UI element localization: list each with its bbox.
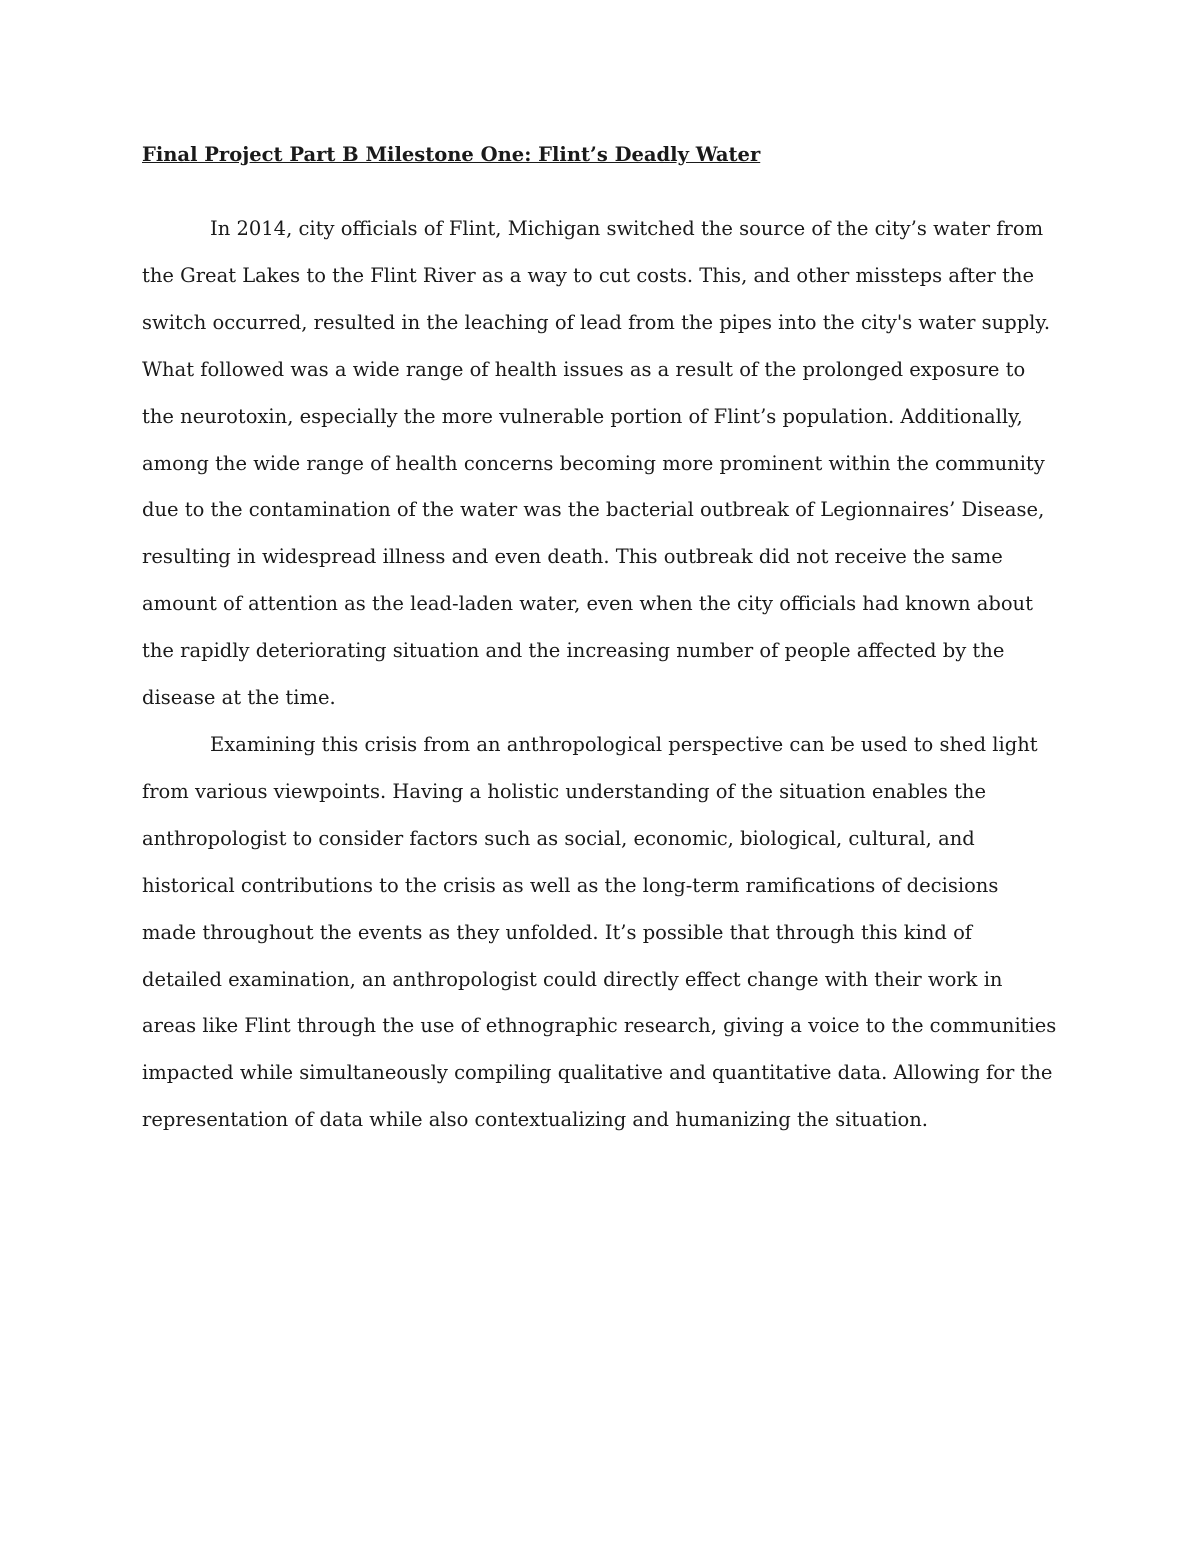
paragraph-2: Examining this crisis from an anthropological perspective can be used to shed light from various viewpoints. Having a holistic understanding of the situation enables the anthropologist to consider factors such as social, economic, biological, cultural, and historical contributions to the crisis as well as the long-term ramifications of decisions made throughout the events as they unfolded. It’s possible that through this kind of detailed examination, an anthropologist could directly effect change with their work in areas like Flint through the use of ethnographic research, giving a voice to the communities impacted while simultaneously compiling qualitative and quantitative data. Allowing for the representation of data while also contextualizing and humanizing the situation. <box>142 732 1057 1132</box>
document-body <box>142 138 1058 1144</box>
document-title: Final Project Part B Milestone One: Flint’s Deadly Water <box>142 143 761 166</box>
paragraph-1: In 2014, city officials of Flint, Michigan switched the source of the city’s water from the Great Lakes to the Flint River as a way to cut costs. This, and other missteps after the switch occurred, resulted in the leaching of lead from the pipes into the city's water supply. What followed was a wide range of health issues as a result of the prolonged exposure to the neurotoxin, especially the more vulnerable portion of Flint’s population. Additionally, among the wide range of health concerns becoming more prominent within the community due to the contamination of the water was the bacterial outbreak of Legionnaires’ Disease, resulting in widespread illness and even death. This outbreak did not receive the same amount of attention as the lead-laden water, even when the city officials had known about the rapidly deteriorating situation and the increasing number of people affected by the disease at the time. <box>142 217 1051 710</box>
